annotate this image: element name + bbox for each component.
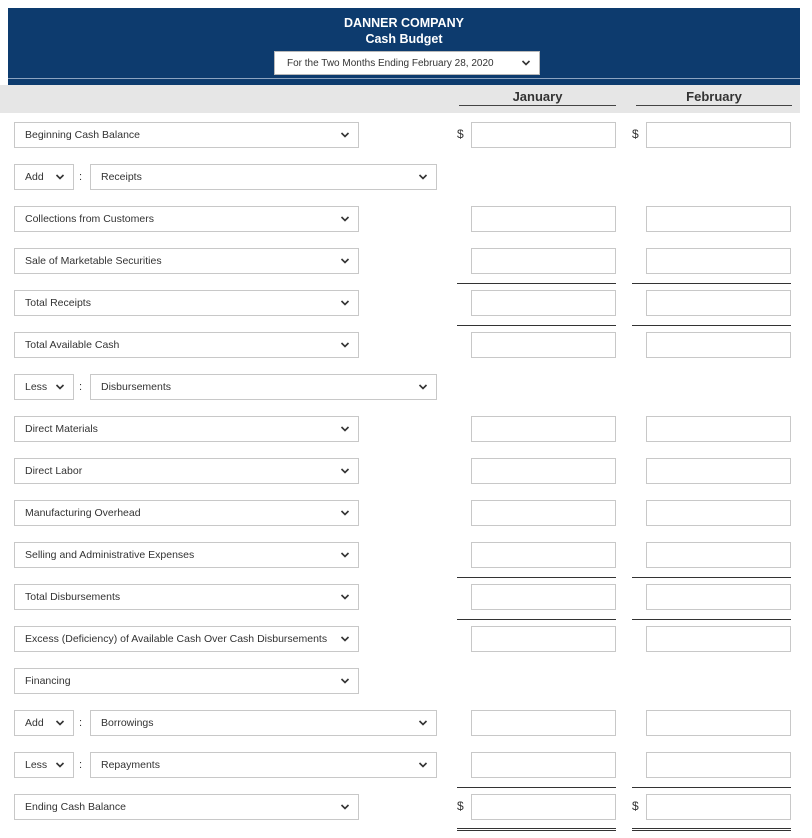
chevron-down-icon [340, 340, 350, 350]
total-receipts-select[interactable] [14, 290, 359, 316]
sale-securities-select[interactable] [14, 248, 359, 274]
beginning-cash-february-input[interactable] [646, 122, 791, 148]
disbursements-operator-select[interactable] [14, 374, 74, 400]
total-receipts-january-input[interactable] [471, 290, 616, 316]
total-disbursements-january-input[interactable] [471, 584, 616, 610]
currency-symbol: $ [457, 127, 464, 141]
selling-admin-select[interactable] [14, 542, 359, 568]
repayments-january-input[interactable] [471, 752, 616, 778]
chevron-down-icon [55, 760, 65, 770]
repayments-label: Repayments [101, 759, 160, 771]
chevron-down-icon [340, 634, 350, 644]
chevron-down-icon [418, 760, 428, 770]
subtotal-rule [632, 619, 791, 620]
currency-symbol: $ [632, 127, 639, 141]
disbursements-label: Disbursements [101, 381, 172, 393]
chevron-down-icon [418, 172, 428, 182]
receipts-label: Receipts [101, 171, 142, 183]
ending-cash-february-input[interactable] [646, 794, 791, 820]
borrowings-operator-select[interactable] [14, 710, 74, 736]
selling-admin-february-input[interactable] [646, 542, 791, 568]
chevron-down-icon [340, 802, 350, 812]
receipts-operator-label: Add [25, 171, 44, 183]
double-total-rule [632, 828, 791, 831]
financing-label: Financing [25, 675, 71, 687]
total-available-january-input[interactable] [471, 332, 616, 358]
colon-separator: : [79, 381, 83, 393]
chevron-down-icon [340, 256, 350, 266]
total-available-label: Total Available Cash [25, 339, 120, 351]
ending-cash-label: Ending Cash Balance [25, 801, 126, 813]
ending-cash-january-input[interactable] [471, 794, 616, 820]
direct-labor-february-input[interactable] [646, 458, 791, 484]
budget-header [8, 8, 800, 85]
excess-deficiency-january-input[interactable] [471, 626, 616, 652]
chevron-down-icon [55, 718, 65, 728]
subtotal-rule [457, 787, 616, 788]
direct-labor-select[interactable] [14, 458, 359, 484]
total-available-february-input[interactable] [646, 332, 791, 358]
borrowings-label: Borrowings [101, 717, 154, 729]
borrowings-january-input[interactable] [471, 710, 616, 736]
borrowings-operator-label: Add [25, 717, 44, 729]
mfg-overhead-label: Manufacturing Overhead [25, 507, 141, 519]
subtotal-rule [632, 577, 791, 578]
colon-separator: : [79, 717, 83, 729]
beginning-cash-select[interactable] [14, 122, 359, 148]
column-header-january: January [459, 89, 616, 106]
subtotal-rule [457, 619, 616, 620]
column-header-bar [0, 85, 800, 113]
sale-securities-january-input[interactable] [471, 248, 616, 274]
direct-materials-february-input[interactable] [646, 416, 791, 442]
direct-labor-label: Direct Labor [25, 465, 83, 477]
disbursements-operator-label: Less [25, 381, 48, 393]
disbursements-select[interactable] [90, 374, 437, 400]
chevron-down-icon [55, 382, 65, 392]
currency-symbol: $ [457, 799, 464, 813]
subtotal-rule [457, 577, 616, 578]
subtotal-rule [632, 283, 791, 284]
sale-securities-february-input[interactable] [646, 248, 791, 274]
direct-materials-select[interactable] [14, 416, 359, 442]
chevron-down-icon [340, 592, 350, 602]
chevron-down-icon [340, 676, 350, 686]
mfg-overhead-select[interactable] [14, 500, 359, 526]
chevron-down-icon [340, 508, 350, 518]
chevron-down-icon [340, 424, 350, 434]
ending-cash-select[interactable] [14, 794, 359, 820]
total-disbursements-label: Total Disbursements [25, 591, 121, 603]
chevron-down-icon [55, 172, 65, 182]
company-name: DANNER COMPANY [344, 16, 464, 30]
beginning-cash-label: Beginning Cash Balance [25, 129, 140, 141]
beginning-cash-january-input[interactable] [471, 122, 616, 148]
mfg-overhead-february-input[interactable] [646, 500, 791, 526]
chevron-down-icon [340, 214, 350, 224]
double-total-rule [457, 828, 616, 831]
excess-deficiency-label: Excess (Deficiency) of Available Cash Over Cash Disbursements [25, 633, 328, 645]
financing-select[interactable] [14, 668, 359, 694]
total-available-select[interactable] [14, 332, 359, 358]
subtotal-rule [457, 325, 616, 326]
borrowings-select[interactable] [90, 710, 437, 736]
chevron-down-icon [418, 382, 428, 392]
collections-january-input[interactable] [471, 206, 616, 232]
collections-select[interactable] [14, 206, 359, 232]
excess-deficiency-select[interactable] [14, 626, 359, 652]
excess-deficiency-february-input[interactable] [646, 626, 791, 652]
total-disbursements-february-input[interactable] [646, 584, 791, 610]
subtotal-rule [632, 325, 791, 326]
period-select[interactable] [274, 51, 540, 75]
selling-admin-label: Selling and Administrative Expenses [25, 549, 195, 561]
total-receipts-label: Total Receipts [25, 297, 91, 309]
receipts-operator-select[interactable] [14, 164, 74, 190]
subtotal-rule [632, 787, 791, 788]
chevron-down-icon [340, 130, 350, 140]
chevron-down-icon [521, 58, 531, 68]
collections-february-input[interactable] [646, 206, 791, 232]
period-select-label: For the Two Months Ending February 28, 2020 [287, 58, 494, 69]
direct-labor-january-input[interactable] [471, 458, 616, 484]
total-disbursements-select[interactable] [14, 584, 359, 610]
colon-separator: : [79, 759, 83, 771]
repayments-operator-select[interactable] [14, 752, 74, 778]
total-receipts-february-input[interactable] [646, 290, 791, 316]
currency-symbol: $ [632, 799, 639, 813]
collections-label: Collections from Customers [25, 213, 154, 225]
column-header-february: February [636, 89, 792, 106]
direct-materials-label: Direct Materials [25, 423, 98, 435]
repayments-select[interactable] [90, 752, 437, 778]
header-divider [8, 78, 800, 79]
report-title: Cash Budget [365, 32, 443, 46]
borrowings-february-input[interactable] [646, 710, 791, 736]
mfg-overhead-january-input[interactable] [471, 500, 616, 526]
chevron-down-icon [340, 550, 350, 560]
direct-materials-january-input[interactable] [471, 416, 616, 442]
selling-admin-january-input[interactable] [471, 542, 616, 568]
colon-separator: : [79, 171, 83, 183]
repayments-february-input[interactable] [646, 752, 791, 778]
chevron-down-icon [418, 718, 428, 728]
receipts-select[interactable] [90, 164, 437, 190]
chevron-down-icon [340, 298, 350, 308]
chevron-down-icon [340, 466, 350, 476]
repayments-operator-label: Less [25, 759, 48, 771]
subtotal-rule [457, 283, 616, 284]
sale-securities-label: Sale of Marketable Securities [25, 255, 162, 267]
